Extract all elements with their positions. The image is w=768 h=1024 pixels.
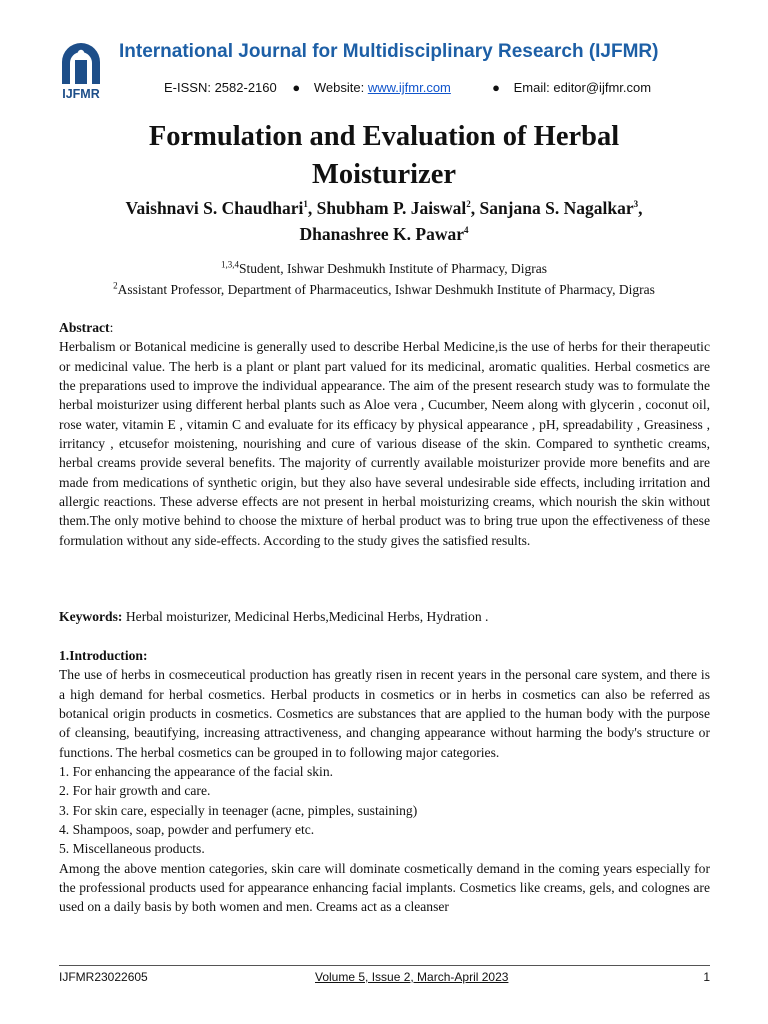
- ijfmr-logo: [56, 40, 106, 100]
- logo-text: IJFMR: [62, 87, 100, 100]
- volume-info: Volume 5, Issue 2, March-April 2023: [315, 970, 509, 984]
- author-sup: 1: [303, 199, 308, 210]
- journal-name: International Journal for Multidisciplinary Research: [119, 41, 584, 62]
- list-item: 1. For enhancing the appearance of the facial skin.: [59, 764, 334, 780]
- author-name: Vaishnavi S. Chaudhari: [125, 198, 304, 218]
- author-sup: 3: [633, 199, 639, 210]
- footer-divider: [59, 965, 710, 966]
- title-line: Formulation and Evaluation of Herbal: [148, 121, 620, 152]
- abstract-section: Abstract: Herbalism or Botanical medicine is generally used to describe Herbal Medicine,is the use of herbs for their therapeutic or medicinal value. The herb is a plant or plant part valued for its medicinal, aromatic qualities. Herbal cosmetics are the preparations used to improve the individual appearance. The aim of the present research study was to formulate the herbal moisturizer using different herbal plants such as Aloe vera , Cucumber, Neem along with glycerin , coconut oil, rose water, vitamin E , vitamin C and evaluate for its efficacy by physical appearance , pH, spreadability , Greasiness , irritancy , etcusefor moistening, nourishing and cure of various disease of the skin. Compared to synthetic creams, herbal creams provide several benefits. The majority of currently available moisturizer provide more benefits and are made from medications of synthetic origin, but they also have several undesirable side effects, including irritation and allergic reactions. These adverse effects are not present in herbal moisturizing creams, which nourish the skin without them.The only motive behind to choose the mixture of herbal product was to bring true upon the effectiveness of these formulation without any side-effects. According to the study gives the satisfied results.: [59, 318, 710, 550]
- author-name: Shubham P. Jaiswal: [316, 198, 467, 218]
- bullet-separator: ●: [492, 80, 500, 95]
- paper-title: [84, 118, 684, 194]
- author-sup: 4: [463, 225, 469, 236]
- email: Email: editor@ijfmr.com: [513, 80, 652, 95]
- paper-id: IJFMR23022605: [59, 970, 148, 984]
- list-item: 5. Miscellaneous products.: [59, 841, 205, 857]
- journal-header: [56, 38, 716, 102]
- issn: E-ISSN: 2582-2160: [164, 80, 277, 95]
- introduction-section: [59, 646, 710, 917]
- affiliation-line: $^2$Assistant Professor, Department of Pharmaceutics, Ishwar Deshmukh Institute of Pharmacy, Digras: [113, 280, 655, 297]
- abstract-text: Herbalism or Botanical medicine is generally used to describe Herbal Medicine,is the use of herbs for their therapeutic or medicinal value. The herb is a plant or plant part valued for its medicinal, aromatic qualities. Herbal cosmetics are the preparations used to improve the individual appearance. The aim of the present research study was to formulate the herbal moisturizer using different herbal plants such as Aloe vera , Cucumber, Neem along with glycerin , coconut oil, rose water, vitamin E , vitamin C and evaluate for its efficacy by physical appearance , pH, spreadability , Greasiness , irritancy , etcusefor moistening, nourishing and cure of various disease of the skin. Compared to synthetic creams, herbal creams provide several benefits. The majority of currently available moisturizer provide more benefits and are made from medications of synthetic origin, but they also have several undesirable side effects, including irritation and allergic reactions. These adverse effects are not present in herbal moisturizing creams, which nourish the skin without them.The only motive behind to choose the mixture of herbal product was to bring true upon the effectiveness of these formulation without any side-effects. According to the study gives the satisfied results.: [59, 339, 710, 548]
- bullet-separator: ●: [292, 80, 301, 95]
- website-label: Website:: [313, 80, 365, 95]
- list-item: 2. For hair growth and care.: [59, 783, 211, 799]
- author-sup: 2: [466, 199, 471, 210]
- keywords-section: [59, 607, 710, 626]
- abstract-heading: Abstract: [59, 320, 110, 335]
- title-line: Moisturizer: [311, 159, 457, 190]
- author-name: Sanjana S. Nagalkar: [479, 198, 634, 218]
- author-list: Vaishnavi S. Chaudhari$^1$, Shubham P. Jaiswal$^2$, Sanjana S. Nagalkar$^3$, Dhanashree K. Pawar$^4$: [125, 198, 643, 244]
- author-name: Dhanashree K. Pawar: [299, 224, 464, 244]
- page-number: 1: [703, 970, 710, 984]
- list-item: 4. Shampoos, soap, powder and perfumery etc.: [59, 822, 315, 838]
- introduction-paragraph: The use of herbs in cosmeceutical production has greatly risen in recent years in the personal care system, and there is a high demand for herbal cosmetics. Herbal products in cosmetics or in herbs in cosmetics can also be referred as botanical origin products in cosmetics. Cosmetics are substances that are applied to the human body with the purpose of cleansing, beautifying, increasing attractiveness, and changing appearance without harming the body's structure or functions. The herbal cosmetics can be grouped in to following major categories.: [59, 667, 710, 760]
- affiliations: [40, 258, 728, 300]
- list-item: 3. For skin care, especially in teenager (acne, pimples, sustaining): [59, 802, 418, 818]
- website-link[interactable]: www.ijfmr.com: [367, 80, 451, 95]
- journal-title: [119, 41, 658, 63]
- keywords-text: Herbal moisturizer, Medicinal Herbs,Medicinal Herbs, Hydration .: [125, 609, 489, 624]
- journal-abbr: (IJFMR): [588, 41, 659, 62]
- affiliation-line: $^{1,3,4}$Student, Ishwar Deshmukh Institute of Pharmacy, Digras: [220, 259, 548, 276]
- category-list: [59, 762, 710, 859]
- introduction-paragraph: Among the above mention categories, skin care will dominate cosmetically demand in the coming years especially for the professional products used for appearance enhancing facial implants. Cosmetics like creams, gels, and colognes are used on a daily basis by both women and men. Creams act as a cleanser: [59, 860, 710, 915]
- keywords-label: Keywords:: [59, 609, 123, 624]
- journal-meta: [164, 80, 651, 95]
- introduction-heading: 1.Introduction:: [59, 648, 148, 663]
